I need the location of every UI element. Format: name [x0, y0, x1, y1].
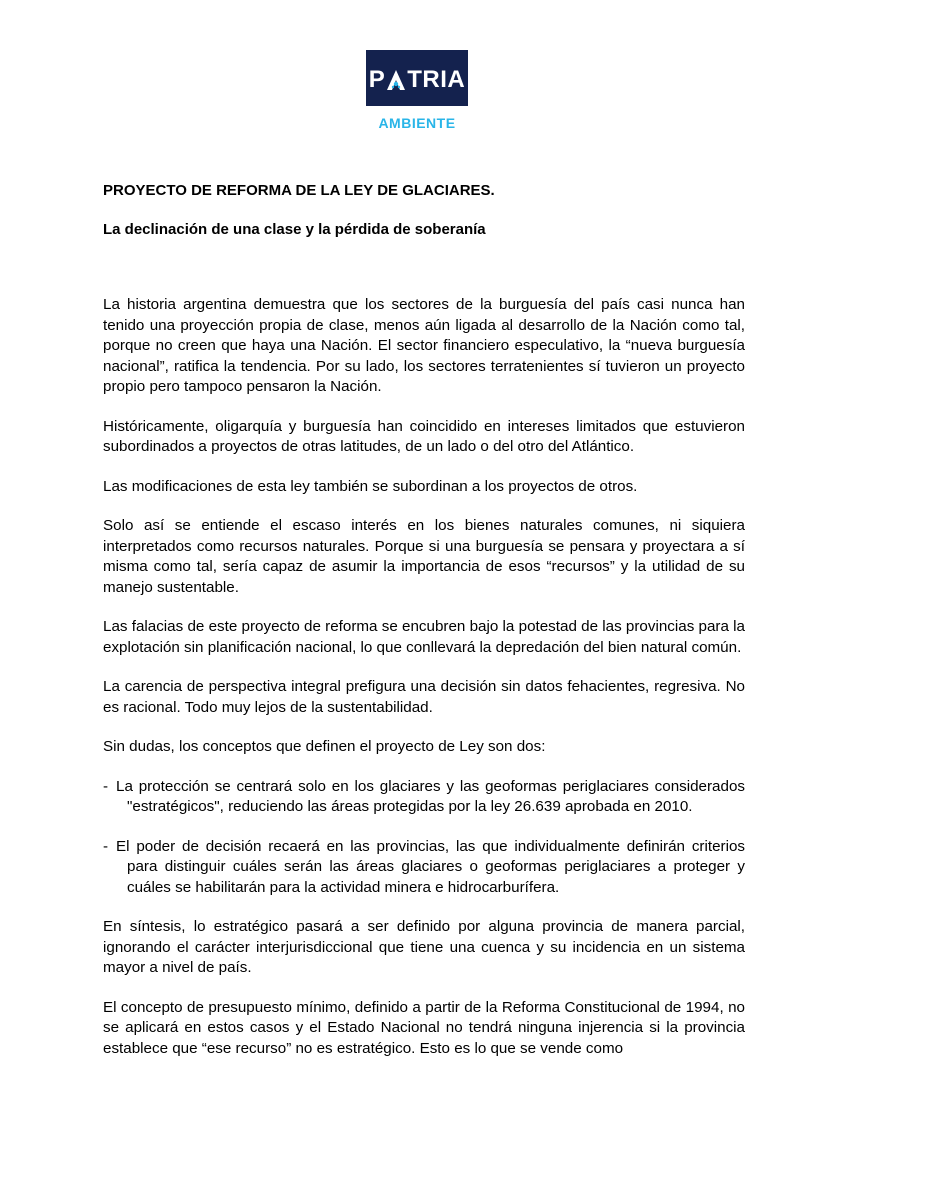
paragraph: Históricamente, oligarquía y burguesía han coincidido en intereses limitados que estuvieron subordinados a proyectos de otras latitudes, de un lado o del otro del Atlántico. [103, 417, 745, 455]
paragraph: En síntesis, lo estratégico pasará a ser definido por alguna provincia de manera parcial, ignorando el carácter interjurisdiccional que tiene una cuenca y su incidencia en un sistema mayor a nivel de país. [103, 918, 745, 976]
bullet-text: El poder de decisión recaerá en las provincias, las que individualmente definirán criterios para distinguir cuáles serán las áreas glaciares o geoformas periglaciares a proteger y cuáles se habilitarán para la actividad minera e hidrocarburífera. [116, 837, 745, 896]
document-title: PROYECTO DE REFORMA DE LA LEY DE GLACIARES. [103, 182, 495, 199]
paragraph: Las modificaciones de esta ley también se subordinan a los proyectos de otros. [103, 477, 638, 495]
logo-brand-left: P [368, 66, 386, 93]
paragraph: El concepto de presupuesto mínimo, definido a partir de la Reforma Constitucional de 1994, no se aplicará en estos casos y el Estado Nacional no tendrá ninguna injerencia si la provincia establece que “ese recurso” no es estratégico. Esto es lo que se vende como [103, 998, 745, 1057]
paragraph: La carencia de perspectiva integral prefigura una decisión sin datos fehacientes, regresiva. No es racional. Todo muy lejos de la sustentabilidad. [103, 678, 745, 716]
logo-box [366, 50, 468, 106]
bullet-dash: - [103, 837, 109, 855]
bullet-item [103, 837, 745, 899]
paragraph: La historia argentina demuestra que los sectores de la burguesía del país casi nunca han tenido una proyección propia de clase, menos aún ligada al desarrollo de la Nación como tal, porque no creen que haya una Nación. El sector financiero especulativo, la “nueva burguesía nacional”, ratifica la tendencia. Por su lado, los sectores terratenientes sí tuvieron un proyecto propio pero tampoco pensaron la Nación. [103, 296, 745, 395]
paragraph: Sin dudas, los conceptos que definen el proyecto de Ley son dos: [103, 738, 546, 755]
patria-ambiente-logo [366, 50, 468, 131]
logo-subtitle: AMBIENTE [378, 115, 456, 131]
bullet-dash: - [103, 777, 109, 795]
logo-brand-right: TRIA [407, 66, 466, 93]
document-text [103, 295, 745, 1078]
map-pin-a-icon [386, 69, 406, 91]
bullet-text: La protección se centrará solo en los glaciares y las geoformas periglaciares considerados "estratégicos", reduciendo las áreas protegidas por la ley 26.639 aprobada en 2010. [116, 777, 745, 815]
document-subtitle: La declinación de una clase y la pérdida de soberanía [103, 221, 486, 238]
bullet-item [103, 777, 745, 818]
paragraph: Las falacias de este proyecto de reforma se encubren bajo la potestad de las provincias para la explotación sin planificación nacional, lo que conllevará la depredación del bien natural común. [103, 618, 745, 656]
paragraph: Solo así se entiende el escaso interés en los bienes naturales comunes, ni siquiera interpretados como recursos naturales. Porque si una burguesía se pensara y proyectara a sí misma como tal, sería capaz de asumir la importancia de esos “recursos” y la utilidad de su manejo sustentable. [103, 517, 745, 596]
